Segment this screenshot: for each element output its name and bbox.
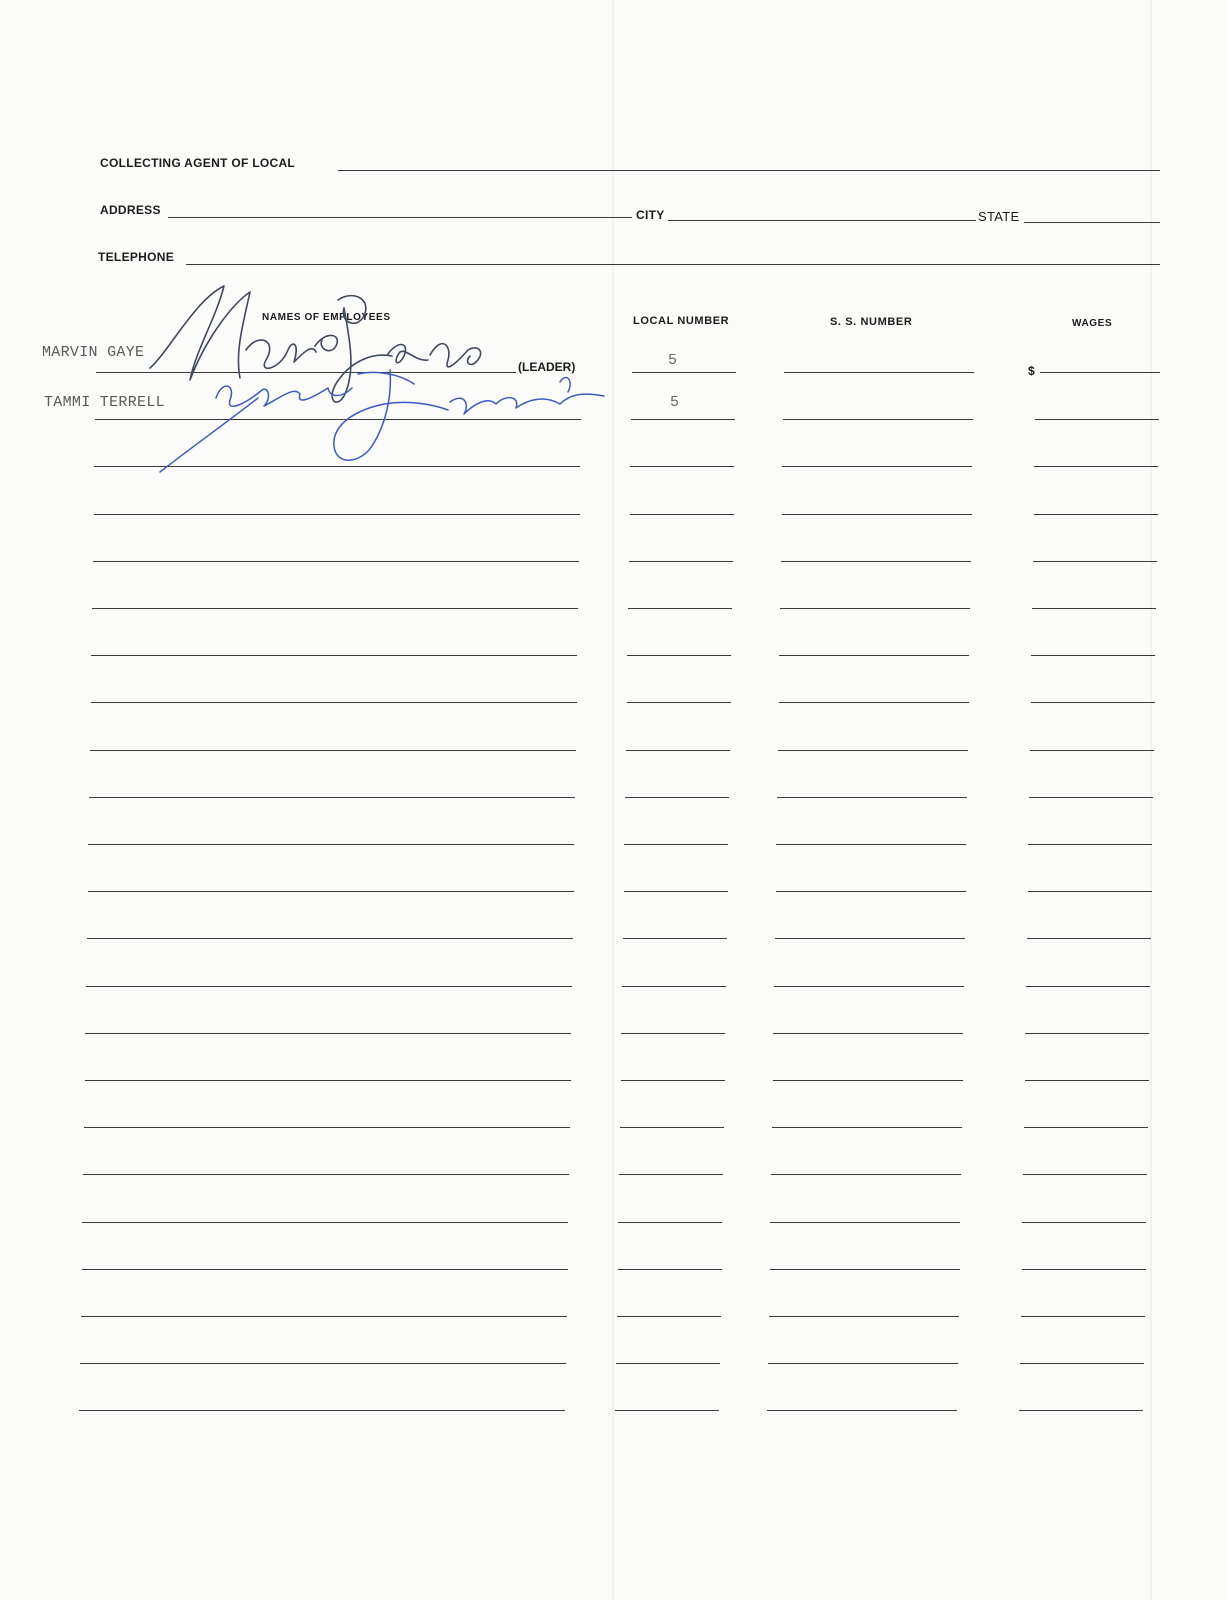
leader-tag: (LEADER)	[518, 360, 576, 374]
city-label: CITY	[636, 208, 665, 222]
wages-column-header: WAGES	[1072, 318, 1113, 329]
local-number-value: 5	[670, 394, 680, 411]
address-label: ADDRESS	[100, 203, 161, 217]
names-column-header: NAMES OF EMPLOYEES	[262, 312, 391, 323]
employee-typed-name: TAMMI TERRELL	[44, 394, 165, 411]
state-label: STATE	[978, 209, 1020, 224]
signature-marvin-gaye	[150, 286, 481, 402]
collecting-agent-label: COLLECTING AGENT OF LOCAL	[100, 156, 296, 170]
wages-dollar-sign: $	[1028, 364, 1035, 378]
signature-tammi-terrell	[160, 370, 604, 472]
telephone-label: TELEPHONE	[98, 250, 175, 264]
ss-number-column-header: S. S. NUMBER	[830, 316, 913, 328]
employee-typed-name: MARVIN GAYE	[42, 344, 145, 361]
local-number-column-header: LOCAL NUMBER	[633, 315, 730, 327]
local-number-value: 5	[668, 352, 678, 369]
